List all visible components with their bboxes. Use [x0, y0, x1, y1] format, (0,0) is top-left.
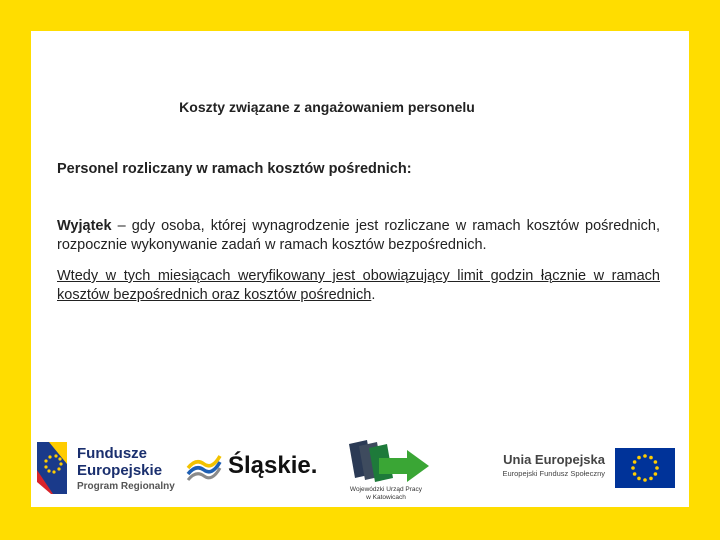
paragraph-exception	[57, 217, 660, 255]
slide-title: Koszty związane z angażowaniem personelu	[179, 99, 475, 115]
slide	[31, 31, 689, 507]
fundusze-line2: Europejskie	[77, 462, 163, 479]
wup-line1: Wojewódzki Urząd Pracy	[349, 486, 423, 493]
eu-funds-star-icon	[37, 442, 67, 494]
ue-line2: Europejski Fundusz Społeczny	[502, 469, 605, 478]
eu-flag-icon	[615, 448, 675, 488]
logo-band	[31, 434, 689, 507]
exception-text: – gdy osoba, której wynagrodzenie jest rozliczane w ramach kosztów pośrednich, rozpocznie wykonywanie zadań w ramach kosztów bezpośrednich.	[57, 218, 660, 253]
slide-subtitle: Personel rozliczany w ramach kosztów pośrednich:	[57, 161, 412, 177]
ue-line1: Unia Europejska	[503, 452, 605, 467]
exception-label: Wyjątek	[57, 218, 112, 234]
slaskie-wave-icon	[186, 452, 222, 484]
wup-arrow-icon	[345, 438, 431, 486]
fundusze-line3: Program Regionalny	[77, 481, 175, 492]
wup-line2: w Katowicach	[366, 494, 406, 501]
fundusze-line1: Fundusze	[77, 445, 147, 462]
limit-text: Wtedy w tych miesiącach weryfikowany jest obowiązujący limit godzin łącznie w ramach kosztów bezpośrednich oraz kosztów pośrednich	[57, 268, 660, 303]
wup-logo-text	[331, 486, 441, 502]
slaskie-logo-text: Śląskie.	[228, 452, 318, 479]
limit-tail: .	[371, 287, 376, 303]
ue-logo-text	[475, 452, 605, 478]
paragraph-limit	[57, 267, 660, 305]
fundusze-europejskie-logo	[77, 445, 175, 492]
